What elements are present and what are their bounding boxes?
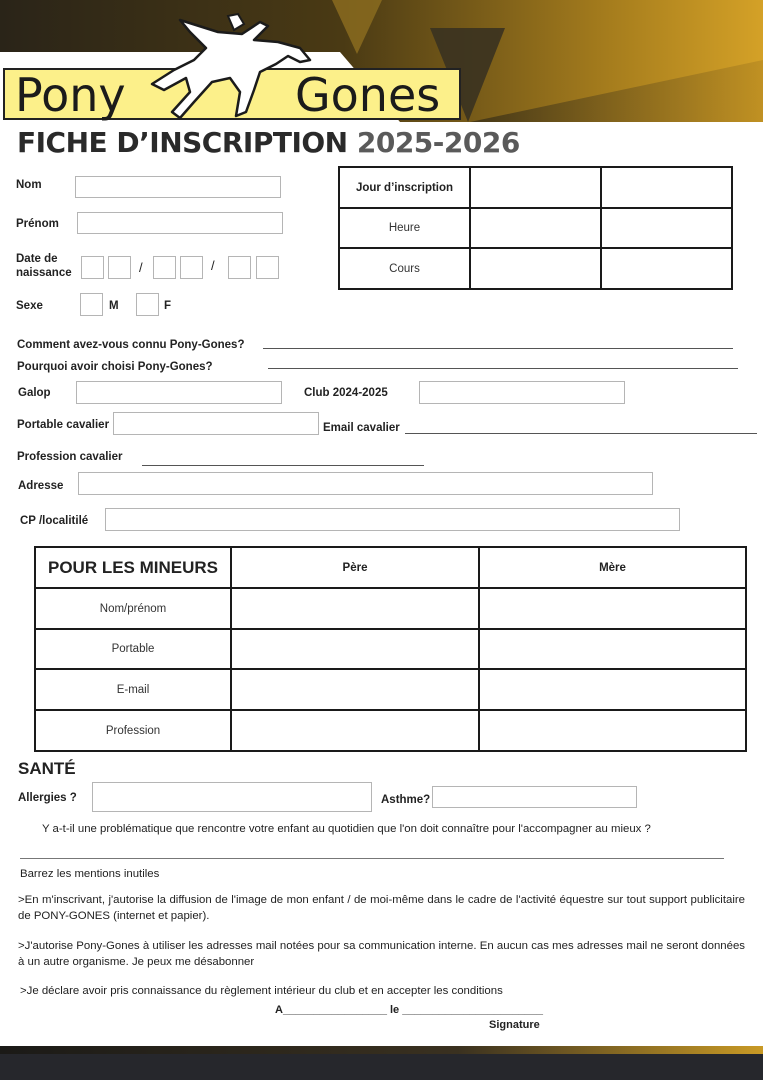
profession-line[interactable] [142, 465, 424, 466]
prenom-label: Prénom [16, 218, 59, 230]
schedule-cell[interactable] [601, 248, 732, 289]
minors-row-label: Portable [35, 629, 231, 669]
father-cell[interactable] [231, 629, 479, 669]
horse-rider-icon [150, 12, 320, 122]
form-title: FICHE D’INSCRIPTION [17, 126, 348, 159]
table-row [35, 588, 746, 629]
nom-field[interactable] [75, 176, 281, 198]
minors-table [34, 546, 747, 752]
sexe-label: Sexe [16, 300, 43, 312]
rules-consent-text: >Je déclare avoir pris connaissance du règlement intérieur du club et en accepter les conditions [20, 985, 503, 997]
sexe-f-label: F [164, 300, 172, 312]
how-known-label: Comment avez-vous connu Pony-Gones? [17, 339, 245, 351]
place-date-line[interactable]: A_________________ le _______________________ [275, 1004, 543, 1016]
minors-row-label: Nom/prénom [35, 588, 231, 629]
club-label: Club 2024-2025 [304, 387, 388, 399]
schedule-cell[interactable] [470, 167, 601, 208]
allergies-field[interactable] [92, 782, 372, 812]
asthma-label: Asthme? [381, 794, 431, 806]
father-header: Père [231, 547, 479, 588]
address-label: Adresse [18, 480, 64, 492]
minors-row-label: E-mail [35, 669, 231, 710]
birth-month-digit-2[interactable] [180, 256, 203, 279]
table-row [339, 248, 732, 289]
mother-cell[interactable] [479, 669, 746, 710]
logo-word-gones: Gones [295, 68, 441, 122]
postal-label: CP /localitilé [20, 515, 89, 527]
schedule-cell[interactable] [470, 248, 601, 289]
page-title [17, 126, 520, 159]
why-chosen-line[interactable] [268, 368, 738, 369]
schedule-cell[interactable] [601, 167, 732, 208]
mother-cell[interactable] [479, 629, 746, 669]
table-row [35, 710, 746, 751]
mother-cell[interactable] [479, 710, 746, 751]
galop-label: Galop [18, 387, 51, 399]
nom-label: Nom [16, 179, 42, 191]
season-label: 2025-2026 [356, 126, 520, 159]
schedule-table [338, 166, 733, 290]
birth-year-digit-2[interactable] [256, 256, 279, 279]
how-known-line[interactable] [263, 348, 733, 349]
table-row [35, 629, 746, 669]
date-separator: / [211, 258, 215, 273]
schedule-row-label: Jour d’inscription [339, 167, 470, 208]
mother-cell[interactable] [479, 588, 746, 629]
galop-field[interactable] [76, 381, 282, 404]
minors-row-label: Profession [35, 710, 231, 751]
schedule-row-label: Heure [339, 208, 470, 248]
schedule-row-label: Cours [339, 248, 470, 289]
asthma-field[interactable] [432, 786, 637, 808]
table-row [339, 208, 732, 248]
birth-day-digit-1[interactable] [81, 256, 104, 279]
table-row [339, 167, 732, 208]
birthdate-label-line1: Date de [16, 253, 58, 265]
phone-field[interactable] [113, 412, 319, 435]
minors-title: POUR LES MINEURS [35, 547, 231, 588]
image-consent-text: >En m'inscrivant, j'autorise la diffusion de l'image de mon enfant / de moi-même dans le cadre de l'activité équestre sur tout support publicitaire de PONY-GONES (internet et papier). [18, 894, 745, 922]
birthdate-label-line2: naissance [16, 267, 72, 279]
birthdate-label [16, 252, 72, 280]
sexe-m-checkbox[interactable] [80, 293, 103, 316]
club-field[interactable] [419, 381, 625, 404]
sexe-m-label: M [109, 300, 119, 312]
logo-word-pony: Pony [15, 68, 126, 122]
date-separator: / [139, 260, 143, 275]
health-title: SANTÉ [18, 759, 76, 778]
schedule-cell[interactable] [470, 208, 601, 248]
table-row [35, 547, 746, 588]
email-label: Email cavalier [323, 422, 400, 434]
prenom-field[interactable] [77, 212, 283, 234]
birth-day-digit-2[interactable] [108, 256, 131, 279]
father-cell[interactable] [231, 588, 479, 629]
health-question: Y a-t-il une problématique que rencontre votre enfant au quotidien que l'on doit connaître pour l'accompagner au mieux ? [42, 823, 651, 835]
why-chosen-label: Pourquoi avoir choisi Pony-Gones? [17, 361, 213, 373]
birth-month-digit-1[interactable] [153, 256, 176, 279]
email-line[interactable] [405, 433, 757, 434]
father-cell[interactable] [231, 710, 479, 751]
schedule-cell[interactable] [601, 208, 732, 248]
profession-label: Profession cavalier [17, 451, 123, 463]
mail-consent-text: >J'autorise Pony-Gones à utiliser les adresses mail notées pour sa communication interne. En aucun cas mes adresses mail ne seront données à un autre organisme. Je peux me désabonner [18, 940, 745, 968]
signature-label: Signature [489, 1019, 540, 1031]
postal-field[interactable] [105, 508, 680, 531]
health-answer-line[interactable] [20, 858, 724, 859]
mother-header: Mère [479, 547, 746, 588]
sexe-f-checkbox[interactable] [136, 293, 159, 316]
table-row [35, 669, 746, 710]
phone-label: Portable cavalier [17, 419, 110, 431]
allergies-label: Allergies ? [18, 792, 77, 804]
strike-note: Barrez les mentions inutiles [20, 868, 160, 880]
address-field[interactable] [78, 472, 653, 495]
birth-year-digit-1[interactable] [228, 256, 251, 279]
footer-band [0, 1046, 763, 1080]
father-cell[interactable] [231, 669, 479, 710]
